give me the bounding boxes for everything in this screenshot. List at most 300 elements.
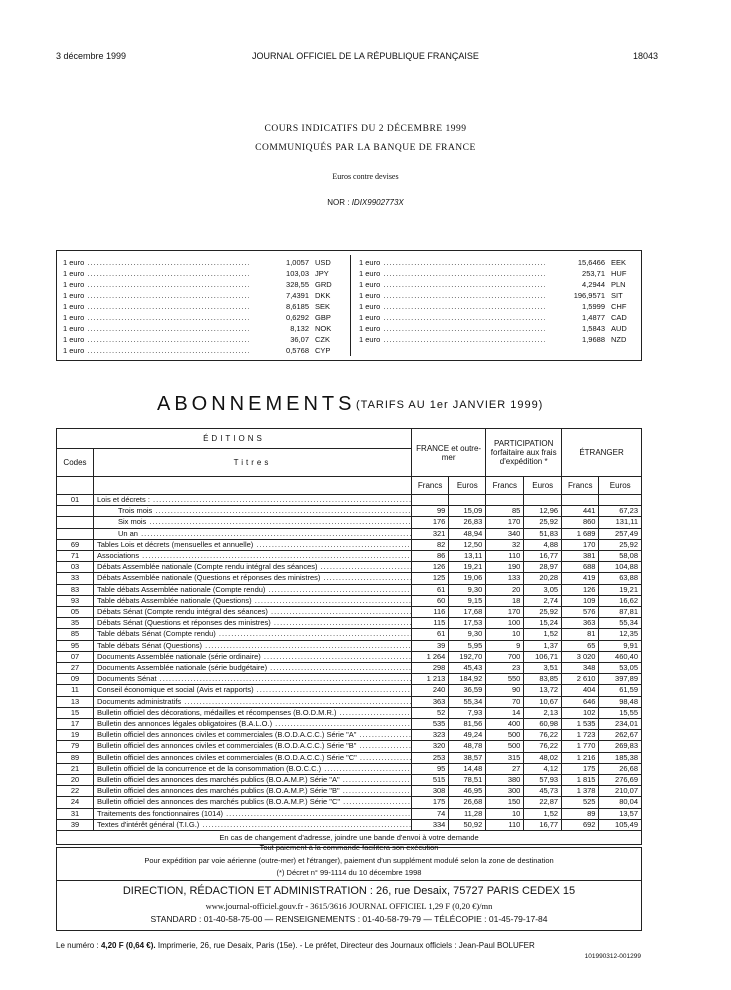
row-title: Débats Assemblée nationale (Compte rendu intégral des séances) ..... (93, 562, 411, 573)
row-value: 9,15 (449, 595, 486, 606)
currency-code: JPY (315, 269, 329, 278)
row-value: 115 (411, 618, 448, 629)
row-value: 32 (486, 539, 524, 550)
row-value: 550 (486, 674, 524, 685)
row-value: 192,70 (449, 651, 486, 662)
row-value: 76,22 (524, 741, 562, 752)
currency-code: NZD (611, 335, 627, 344)
row-value: 9,30 (449, 584, 486, 595)
row-value: 14 (486, 707, 524, 718)
table-row (57, 685, 642, 696)
row-value: 576 (562, 607, 599, 618)
rate-row (63, 334, 339, 345)
row-code: 05 (57, 607, 94, 618)
row-value: 269,83 (599, 741, 642, 752)
row-value: 525 (562, 797, 599, 808)
row-value: 1 723 (562, 730, 599, 741)
rate-label: 1 euro ..... (63, 312, 249, 323)
row-title: Table débats Assemblée nationale (Questions) ..... (93, 595, 411, 606)
row-value: 12,35 (599, 629, 642, 640)
row-value: 692 (562, 819, 599, 830)
row-value: 87,81 (599, 607, 642, 618)
row-value: 80,04 (599, 797, 642, 808)
row-code: 13 (57, 696, 94, 707)
row-value: 131,11 (599, 517, 642, 528)
row-value: 106,71 (524, 651, 562, 662)
row-title: Textes d'intérêt général (T.I.G.) ..... (93, 819, 411, 830)
row-value: 381 (562, 551, 599, 562)
rate-label: 1 euro ..... (359, 279, 545, 290)
row-value: 57,93 (524, 775, 562, 786)
row-value: 397,89 (599, 674, 642, 685)
row-value: 1 535 (562, 719, 599, 730)
table-row (57, 573, 642, 584)
row-value: 61 (411, 584, 448, 595)
rate-row (63, 301, 339, 312)
row-value: 86 (411, 551, 448, 562)
row-value: 400 (486, 719, 524, 730)
row-value: 234,01 (599, 719, 642, 730)
rate-label: 1 euro ..... (359, 301, 545, 312)
row-value: 240 (411, 685, 448, 696)
rate-row (359, 334, 635, 345)
row-code: 03 (57, 562, 94, 573)
row-title: Associations ..... (93, 551, 411, 562)
rate-value: 0,5768 (286, 346, 309, 355)
row-title: Débats Assemblée nationale (Questions et réponses des ministres) ..... (93, 573, 411, 584)
row-title: Documents administratifs ..... (93, 696, 411, 707)
row-value: 104,88 (599, 562, 642, 573)
notice-title-2: COMMUNIQUÉS PAR LA BANQUE DE FRANCE (255, 143, 476, 153)
currency-code: CYP (315, 346, 331, 355)
row-value: 298 (411, 663, 448, 674)
row-title: Bulletin officiel des annonces des marchés publics (B.O.A.M.P.) Série "C" ..... (93, 797, 411, 808)
row-code: 79 (57, 741, 94, 752)
row-value: 102 (562, 707, 599, 718)
rate-value: 0,6292 (286, 313, 309, 322)
row-value: 133 (486, 573, 524, 584)
row-code: 09 (57, 674, 94, 685)
row-value: 20,28 (524, 573, 562, 584)
rate-row (359, 312, 635, 323)
nor-reference (0, 198, 731, 207)
row-title: Traitements des fonctionnaires (1014) ..... (93, 808, 411, 819)
rate-row (359, 290, 635, 301)
row-value: 63,88 (599, 573, 642, 584)
table-row (57, 775, 642, 786)
row-value: 23 (486, 663, 524, 674)
row-title: Un an ..... (93, 528, 411, 539)
row-value: 49,24 (449, 730, 486, 741)
row-code (57, 517, 94, 528)
rate-label: 1 euro ..... (63, 290, 249, 301)
row-value: 1 378 (562, 786, 599, 797)
row-value: 15,55 (599, 707, 642, 718)
etranger-header: ÉTRANGER (562, 429, 642, 477)
row-value: 18 (486, 595, 524, 606)
row-value: 170 (486, 607, 524, 618)
row-value: 12,96 (524, 506, 562, 517)
row-value (562, 495, 599, 506)
rate-value: 8,6185 (286, 302, 309, 311)
editions-header: ÉDITIONS (57, 429, 412, 449)
row-value: 81 (562, 629, 599, 640)
rate-value: 7,4391 (286, 291, 309, 300)
rate-label: 1 euro ..... (359, 334, 545, 345)
row-code: 22 (57, 786, 94, 797)
row-title: Débats Sénat (Questions et réponses des ministres) ..... (93, 618, 411, 629)
row-value: 116 (411, 607, 448, 618)
row-value: 16,62 (599, 595, 642, 606)
address-change-note: En cas de changement d'adresse, joindre une bande d'envoi à votre demande (57, 831, 642, 845)
rate-row (63, 345, 339, 356)
row-code (57, 506, 94, 517)
imprint-text: Imprimerie, 26, rue Desaix, Paris (15e). - Le préfet, Directeur des Journaux officiels : Jean-Paul BOLUFER (157, 941, 535, 950)
table-row (57, 752, 642, 763)
row-code: 17 (57, 719, 94, 730)
currency-code: SIT (611, 291, 623, 300)
abonnements-title: ABONNEMENTS (157, 393, 356, 415)
row-value: 3,05 (524, 584, 562, 595)
row-value: 1,52 (524, 808, 562, 819)
decree-note: (*) Décret n° 99-1114 du 10 décembre 1998 (276, 868, 422, 877)
row-value: 1,52 (524, 629, 562, 640)
row-value: 26,68 (599, 763, 642, 774)
rate-row (359, 323, 635, 334)
rate-label: 1 euro ..... (63, 334, 249, 345)
rate-row (359, 268, 635, 279)
rate-value: 1,9688 (582, 335, 605, 344)
table-row (57, 618, 642, 629)
row-value: 45,73 (524, 786, 562, 797)
row-value: 340 (486, 528, 524, 539)
row-value: 100 (486, 618, 524, 629)
row-value: 16,77 (524, 551, 562, 562)
row-value: 2,74 (524, 595, 562, 606)
row-code: 85 (57, 629, 94, 640)
row-value: 38,57 (449, 752, 486, 763)
rate-value: 15,6466 (577, 258, 605, 267)
row-value: 110 (486, 819, 524, 830)
row-title: Bulletin officiel de la concurrence et de la consommation (B.O.C.C.) ..... (93, 763, 411, 774)
currency-code: AUD (611, 324, 627, 333)
row-value: 441 (562, 506, 599, 517)
row-value: 28,97 (524, 562, 562, 573)
rate-value: 8,132 (290, 324, 309, 333)
row-value: 61 (411, 629, 448, 640)
row-title: Documents Assemblée nationale (série budgétaire) ..... (93, 663, 411, 674)
row-value: 13,11 (449, 551, 486, 562)
row-value: 20 (486, 584, 524, 595)
row-value: 85 (486, 506, 524, 517)
row-value: 1 815 (562, 775, 599, 786)
row-value: 51,83 (524, 528, 562, 539)
row-value: 45,43 (449, 663, 486, 674)
table-row (57, 719, 642, 730)
rate-value: 328,55 (286, 280, 309, 289)
currency-code: GBP (315, 313, 331, 322)
row-value: 70 (486, 696, 524, 707)
row-value: 52 (411, 707, 448, 718)
row-value: 99 (411, 506, 448, 517)
row-value: 300 (486, 786, 524, 797)
row-title: Bulletin officiel des annonces civiles et commerciales (B.O.D.A.C.C.) Série "B" ..... (93, 741, 411, 752)
table-row (57, 506, 642, 517)
row-value: 257,49 (599, 528, 642, 539)
row-value: 688 (562, 562, 599, 573)
row-value: 58,08 (599, 551, 642, 562)
row-value: 4,12 (524, 763, 562, 774)
notice-title-1: COURS INDICATIFS DU 2 DÉCEMBRE 1999 (264, 124, 467, 134)
rate-row (359, 279, 635, 290)
currency-code: EEK (611, 258, 627, 267)
rate-value: 103,03 (286, 269, 309, 278)
rate-row (359, 301, 635, 312)
row-value: 16,77 (524, 819, 562, 830)
row-value: 262,67 (599, 730, 642, 741)
currency-code: HUF (611, 269, 627, 278)
notice-subtitle: Euros contre devises (332, 172, 399, 181)
row-value: 348 (562, 663, 599, 674)
row-value: 3,51 (524, 663, 562, 674)
col-francs: Francs (411, 477, 448, 495)
row-value: 185,38 (599, 752, 642, 763)
rate-label: 1 euro ..... (359, 290, 545, 301)
rate-row (63, 312, 339, 323)
subscription-table (56, 428, 642, 845)
rate-row (63, 290, 339, 301)
row-value: 25,92 (524, 607, 562, 618)
row-value: 515 (411, 775, 448, 786)
row-value: 320 (411, 741, 448, 752)
rate-value: 253,71 (582, 269, 605, 278)
row-value: 2 610 (562, 674, 599, 685)
currency-code: DKK (315, 291, 331, 300)
row-value: 105,49 (599, 819, 642, 830)
row-value: 17,68 (449, 607, 486, 618)
row-title: Table débats Sénat (Questions) ..... (93, 640, 411, 651)
row-value: 15,09 (449, 506, 486, 517)
document-reference: 101990312-001299 (584, 953, 641, 960)
row-value: 1 689 (562, 528, 599, 539)
row-value: 82 (411, 539, 448, 550)
row-value: 500 (486, 730, 524, 741)
currency-code: SEK (315, 302, 331, 311)
col-euros: Euros (524, 477, 562, 495)
row-code: 21 (57, 763, 94, 774)
row-value: 9,91 (599, 640, 642, 651)
table-row (57, 741, 642, 752)
table-row (57, 539, 642, 550)
rate-label: 1 euro ..... (63, 345, 249, 356)
empty-cell (57, 477, 94, 495)
row-value: 15,24 (524, 618, 562, 629)
row-value (524, 495, 562, 506)
table-row (57, 629, 642, 640)
row-code: 35 (57, 618, 94, 629)
row-code: 01 (57, 495, 94, 506)
row-value: 74 (411, 808, 448, 819)
row-value: 19,06 (449, 573, 486, 584)
row-value: 1 213 (411, 674, 448, 685)
row-value: 175 (411, 797, 448, 808)
row-value (449, 495, 486, 506)
table-row (57, 674, 642, 685)
row-title: Bulletin officiel des décorations, médailles et récompenses (B.O.D.M.R.) ..... (93, 707, 411, 718)
row-value: 48,78 (449, 741, 486, 752)
col-euros: Euros (449, 477, 486, 495)
row-value (486, 495, 524, 506)
table-row (57, 786, 642, 797)
row-value: 170 (562, 539, 599, 550)
row-value: 53,05 (599, 663, 642, 674)
currency-code: CZK (315, 335, 330, 344)
row-code: 71 (57, 551, 94, 562)
row-code: 24 (57, 797, 94, 808)
row-title: Bulletin officiel des annonces des marchés publics (B.O.A.M.P.) Série "B" ..... (93, 786, 411, 797)
price-label: Le numéro : (56, 941, 99, 950)
row-value: 50,92 (449, 819, 486, 830)
row-value: 48,02 (524, 752, 562, 763)
rate-label: 1 euro ..... (63, 301, 249, 312)
rate-value: 4,2944 (582, 280, 605, 289)
table-row (57, 584, 642, 595)
row-value: 125 (411, 573, 448, 584)
row-value: 7,93 (449, 707, 486, 718)
france-header: FRANCE et outre-mer (411, 429, 485, 477)
rate-label: 1 euro ..... (359, 312, 545, 323)
row-value: 60 (411, 595, 448, 606)
currency-code: PLN (611, 280, 626, 289)
row-value: 26,68 (449, 797, 486, 808)
row-value: 61,59 (599, 685, 642, 696)
participation-header: PARTICIPATION forfaitaire aux frais d'expédition * (486, 429, 562, 477)
row-value: 170 (486, 517, 524, 528)
row-title: Trois mois ..... (93, 506, 411, 517)
row-code: 19 (57, 730, 94, 741)
row-value: 9 (486, 640, 524, 651)
row-value: 67,23 (599, 506, 642, 517)
row-value (411, 495, 448, 506)
row-value: 253 (411, 752, 448, 763)
table-row (57, 551, 642, 562)
nor-label: NOR : (327, 198, 352, 207)
row-code: 83 (57, 584, 94, 595)
row-value: 109 (562, 595, 599, 606)
row-title: Conseil économique et social (Avis et rapports) ..... (93, 685, 411, 696)
row-value: 700 (486, 651, 524, 662)
row-value: 363 (562, 618, 599, 629)
row-code: 89 (57, 752, 94, 763)
row-title: Bulletin officiel des annonces civiles et commerciales (B.O.D.A.C.C.) Série "A" ..... (93, 730, 411, 741)
journal-name: JOURNAL OFFICIEL DE LA RÉPUBLIQUE FRANÇAISE (252, 51, 479, 61)
row-value: 27 (486, 763, 524, 774)
row-title: Table débats Assemblée nationale (Compte rendu) ..... (93, 584, 411, 595)
footer-line (56, 941, 535, 950)
row-value: 81,56 (449, 719, 486, 730)
row-value: 308 (411, 786, 448, 797)
nor-code: IDIX9902773X (351, 198, 404, 207)
row-value: 10 (486, 629, 524, 640)
row-value: 334 (411, 819, 448, 830)
rate-value: 196,9571 (573, 291, 605, 300)
contacts-line: STANDARD : 01-40-58-75-00 — RENSEIGNEMENTS : 01-40-58-79-79 — TÉLÉCOPIE : 01-45-79-17-84 (150, 914, 548, 924)
empty-cell (93, 477, 411, 495)
table-row (57, 640, 642, 651)
row-code: 20 (57, 775, 94, 786)
exchange-rates-box (56, 250, 642, 361)
row-value: 126 (411, 562, 448, 573)
row-code: 69 (57, 539, 94, 550)
row-value: 98,48 (599, 696, 642, 707)
rate-label: 1 euro ..... (63, 279, 249, 290)
row-title: Table débats Sénat (Compte rendu) ..... (93, 629, 411, 640)
table-row (57, 651, 642, 662)
currency-code: GRD (315, 280, 332, 289)
row-title: Débats Sénat (Compte rendu intégral des séances) ..... (93, 607, 411, 618)
rate-value: 1,5843 (582, 324, 605, 333)
table-row (57, 696, 642, 707)
row-value: 76,22 (524, 730, 562, 741)
row-value: 3 020 (562, 651, 599, 662)
rate-value: 1,5999 (582, 302, 605, 311)
row-code: 31 (57, 808, 94, 819)
currency-code: CAD (611, 313, 627, 322)
row-value (599, 495, 642, 506)
currency-code: CHF (611, 302, 627, 311)
table-row (57, 663, 642, 674)
row-title: Bulletin des annonces légales obligatoires (B.A.L.O.) ..... (93, 719, 411, 730)
rate-label: 1 euro ..... (63, 323, 249, 334)
row-value: 13,72 (524, 685, 562, 696)
rate-row (63, 257, 339, 268)
table-row (57, 808, 642, 819)
row-value: 89 (562, 808, 599, 819)
row-value: 175 (562, 763, 599, 774)
row-value: 315 (486, 752, 524, 763)
row-value: 126 (562, 584, 599, 595)
col-francs: Francs (562, 477, 599, 495)
row-value: 4,88 (524, 539, 562, 550)
row-value: 11,28 (449, 808, 486, 819)
row-code: 93 (57, 595, 94, 606)
rate-row (63, 268, 339, 279)
row-value: 25,92 (524, 517, 562, 528)
rate-value: 1,4877 (582, 313, 605, 322)
row-title: Bulletin officiel des annonces civiles et commerciales (B.O.D.A.C.C.) Série "C" ..... (93, 752, 411, 763)
website-line: www.journal-officiel.gouv.fr - 3615/3616 JOURNAL OFFICIEL 1,29 F (0,20 €)/mn (205, 901, 493, 911)
row-value: 25,92 (599, 539, 642, 550)
rate-value: 1,0057 (286, 258, 309, 267)
col-euros: Euros (599, 477, 642, 495)
row-value: 78,51 (449, 775, 486, 786)
rate-label: 1 euro ..... (63, 257, 249, 268)
row-value: 19,21 (599, 584, 642, 595)
row-value: 1 770 (562, 741, 599, 752)
row-code: 15 (57, 707, 94, 718)
row-value: 860 (562, 517, 599, 528)
row-value: 150 (486, 797, 524, 808)
titres-header: Titres (93, 449, 411, 477)
row-value: 39 (411, 640, 448, 651)
rate-row (63, 323, 339, 334)
table-row (57, 797, 642, 808)
rates-left-column (63, 257, 339, 356)
table-row (57, 595, 642, 606)
row-value: 14,48 (449, 763, 486, 774)
codes-header: Codes (57, 449, 94, 477)
table-row (57, 819, 642, 830)
